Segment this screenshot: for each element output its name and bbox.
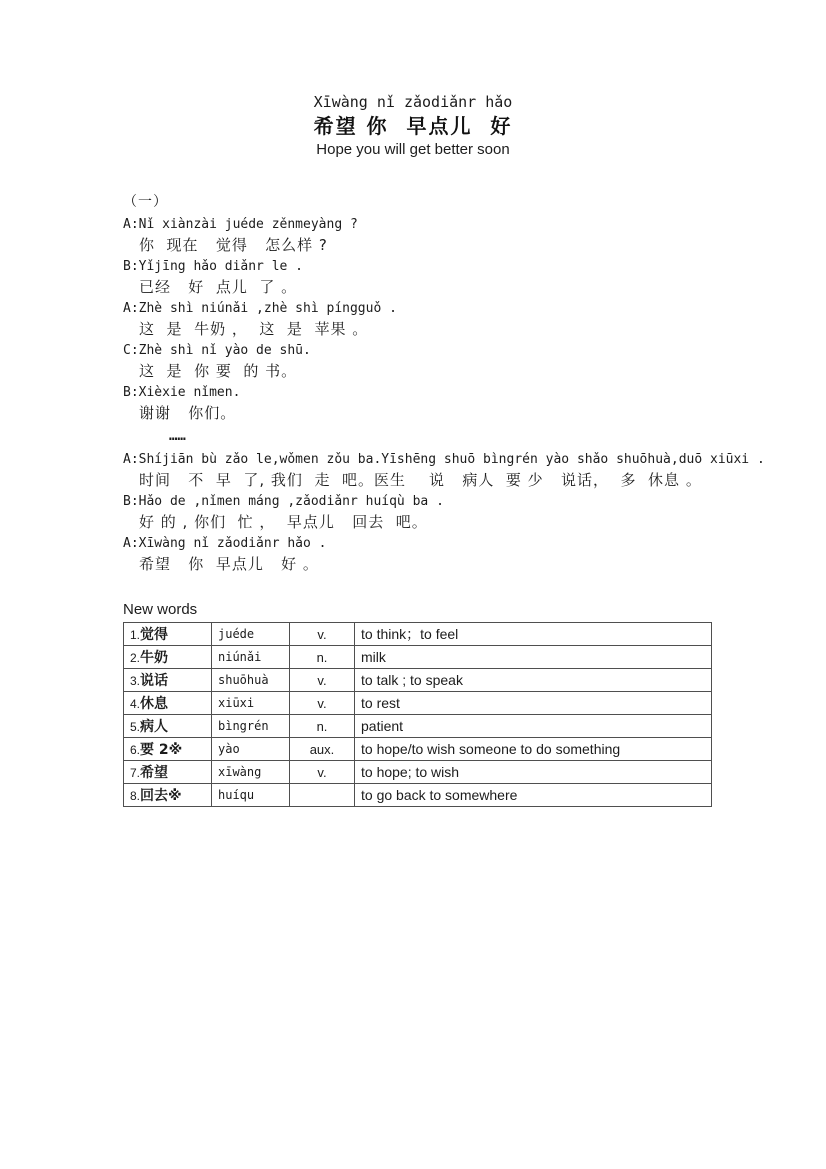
new-words-section bbox=[123, 601, 826, 807]
dialogue-line: 时间 不 早 了, 我们 走 吧。医生 说 病人 要 少 说话， 多 休息 。 bbox=[139, 471, 702, 489]
table-row bbox=[124, 669, 712, 692]
table-row bbox=[124, 761, 712, 784]
cell-meaning: to hope/to wish someone to do something bbox=[355, 738, 712, 761]
cell-pinyin: yào bbox=[212, 738, 290, 761]
word-hanzi: 牛奶 bbox=[140, 650, 169, 666]
cell-part-of-speech: v. bbox=[290, 761, 355, 784]
word-number: 3. bbox=[130, 674, 141, 688]
title-hanzi: 希望 你 早点儿 好 bbox=[313, 114, 513, 138]
cell-meaning: patient bbox=[355, 715, 712, 738]
table-row bbox=[124, 784, 712, 807]
cell-pinyin: bìngrén bbox=[212, 715, 290, 738]
cell-part-of-speech: aux. bbox=[290, 738, 355, 761]
word-hanzi: 要 2※ bbox=[140, 742, 183, 758]
table-row bbox=[124, 623, 712, 646]
word-number: 6. bbox=[130, 743, 141, 757]
cell-part-of-speech: v. bbox=[290, 669, 355, 692]
cell-meaning: to go back to somewhere bbox=[355, 784, 712, 807]
cell-pinyin: huíqu bbox=[212, 784, 290, 807]
cell-pinyin: shuōhuà bbox=[212, 669, 290, 692]
table-row bbox=[124, 692, 712, 715]
dialogue-line: A:Nǐ xiànzài juéde zěnmeyàng ? bbox=[123, 217, 358, 232]
table-row bbox=[124, 646, 712, 669]
dialogue-line: （一） bbox=[123, 194, 168, 210]
word-number: 1. bbox=[130, 628, 141, 642]
dialogue-line: 已经 好 点儿 了 。 bbox=[139, 278, 298, 296]
cell-word bbox=[124, 646, 212, 669]
dialogue-section bbox=[123, 190, 766, 575]
word-hanzi: 希望 bbox=[140, 765, 169, 781]
vocabulary-table-body bbox=[124, 623, 712, 807]
cell-word bbox=[124, 738, 212, 761]
cell-pinyin: niúnǎi bbox=[212, 646, 290, 669]
table-row bbox=[124, 738, 712, 761]
cell-part-of-speech: n. bbox=[290, 715, 355, 738]
word-hanzi: 觉得 bbox=[140, 627, 169, 643]
cell-meaning: milk bbox=[355, 646, 712, 669]
dialogue-line: A:Shíjiān bù zǎo le,wǒmen zǒu ba.Yīshēng shuō bìngrén yào shǎo shuōhuà,duō xiūxi . bbox=[123, 452, 765, 467]
cell-part-of-speech: n. bbox=[290, 646, 355, 669]
dialogue-line: B:Xièxie nǐmen. bbox=[123, 385, 241, 400]
cell-meaning: to rest bbox=[355, 692, 712, 715]
dialogue-line: 谢谢 你们。 bbox=[139, 404, 237, 422]
word-number: 2. bbox=[130, 651, 141, 665]
word-hanzi: 休息 bbox=[140, 696, 169, 712]
dialogue-line: 这 是 牛奶 ， 这 是 苹果 。 bbox=[139, 320, 369, 338]
word-number: 5. bbox=[130, 720, 141, 734]
cell-meaning: to talk ; to speak bbox=[355, 669, 712, 692]
cell-word bbox=[124, 715, 212, 738]
cell-part-of-speech bbox=[290, 784, 355, 807]
dialogue-line: B:Yǐjīng hǎo diǎnr le . bbox=[123, 259, 304, 274]
new-words-heading: New words bbox=[123, 601, 198, 618]
dialogue-line: …… bbox=[169, 428, 186, 444]
cell-word bbox=[124, 669, 212, 692]
cell-pinyin: xiūxi bbox=[212, 692, 290, 715]
cell-part-of-speech: v. bbox=[290, 623, 355, 646]
cell-word bbox=[124, 623, 212, 646]
cell-pinyin: juéde bbox=[212, 623, 290, 646]
title-pinyin: Xīwàng nǐ zǎodiǎnr hǎo bbox=[313, 93, 513, 111]
dialogue-line: A:Zhè shì niúnǎi ,zhè shì píngguǒ . bbox=[123, 301, 397, 316]
vocabulary-table bbox=[123, 622, 712, 807]
dialogue-line: 你 现在 觉得 怎么样 ? bbox=[139, 236, 328, 254]
dialogue-line: 希望 你 早点儿 好 。 bbox=[139, 555, 319, 573]
title-block bbox=[0, 0, 826, 160]
table-row bbox=[124, 715, 712, 738]
dialogue-line: C:Zhè shì nǐ yào de shū. bbox=[123, 343, 311, 358]
word-number: 4. bbox=[130, 697, 141, 711]
dialogue-line: 这 是 你 要 的 书。 bbox=[139, 362, 298, 380]
word-number: 7. bbox=[130, 766, 141, 780]
dialogue-line: A:Xīwàng nǐ zǎodiǎnr hǎo . bbox=[123, 536, 327, 551]
cell-word bbox=[124, 692, 212, 715]
dialogue-line: B:Hǎo de ,nǐmen máng ,zǎodiǎnr huíqù ba . bbox=[123, 494, 444, 509]
cell-part-of-speech: v. bbox=[290, 692, 355, 715]
cell-word bbox=[124, 784, 212, 807]
cell-pinyin: xīwàng bbox=[212, 761, 290, 784]
cell-word bbox=[124, 761, 212, 784]
title-english: Hope you will get better soon bbox=[316, 141, 510, 158]
word-number: 8. bbox=[130, 789, 141, 803]
cell-meaning: to hope; to wish bbox=[355, 761, 712, 784]
dialogue-line: 好 的 , 你们 忙 ， 早点儿 回去 吧。 bbox=[139, 513, 428, 531]
cell-meaning: to think；to feel bbox=[355, 623, 712, 646]
word-hanzi: 回去※ bbox=[140, 788, 182, 804]
word-hanzi: 说话 bbox=[140, 673, 169, 689]
word-hanzi: 病人 bbox=[140, 719, 169, 735]
